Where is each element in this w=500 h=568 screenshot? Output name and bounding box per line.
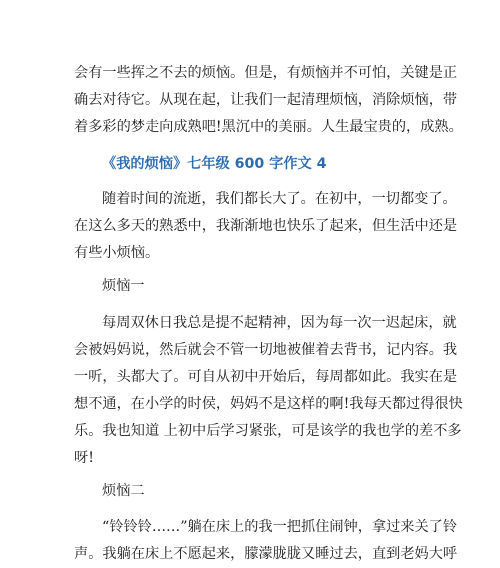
paragraph-trouble-one (74, 310, 463, 472)
text-line: 一听，头都大了。可自从初中开始后，每周都如此。我实在是 (74, 369, 458, 385)
section-label-trouble-two: 烦恼二 (102, 483, 145, 499)
essay-heading: 《我的烦恼》七年级 600 字作文 4 (102, 156, 327, 172)
text-line: 想不通，在小学的时侯，妈妈不是这样的啊!我每天都过得很快 (74, 396, 463, 412)
text-line: 确去对待它。从现在起，让我们一起清理烦恼，消除烦恼，带 (74, 92, 458, 108)
text-line: 着多彩的梦走向成熟吧!黑沉中的美丽。人生最宝贵的，成熟。 (74, 119, 463, 135)
text-line: 会被妈妈说，然后就会不管一切地被催着去背书，记内容。我 (74, 342, 458, 358)
text-line: 声。我躺在床上不愿起来，朦濛胧胧又睡过去，直到老妈大呼 (74, 546, 458, 562)
text-line: “铃铃铃……”躺在床上的我一把抓住闹钟，拿过来关了铃 (102, 519, 458, 535)
paragraph-opening (74, 186, 458, 267)
paragraph-trouble-two (74, 514, 458, 568)
text-line: 乐。我也知道 上初中后学习紧张，可是该学的我也学的差不多 (74, 423, 462, 439)
text-line: 有些小烦恼。 (74, 245, 160, 261)
text-line: 随着时间的流逝，我们都长大了。在初中，一切都变了。 (102, 191, 457, 207)
text-line: 会有一些挥之不去的烦恼。但是，有烦恼并不可怕，关键是正 (74, 65, 458, 81)
paragraph-intro (74, 60, 463, 141)
text-line: 每周双休日我总是提不起精神，因为每一次一迟起床，就 (102, 315, 457, 331)
text-line: 呀! (74, 450, 94, 466)
section-label-trouble-one: 烦恼一 (102, 278, 145, 294)
text-line: 在这么多天的熟悉中，我渐渐地也快乐了起来，但生活中还是 (74, 218, 458, 234)
